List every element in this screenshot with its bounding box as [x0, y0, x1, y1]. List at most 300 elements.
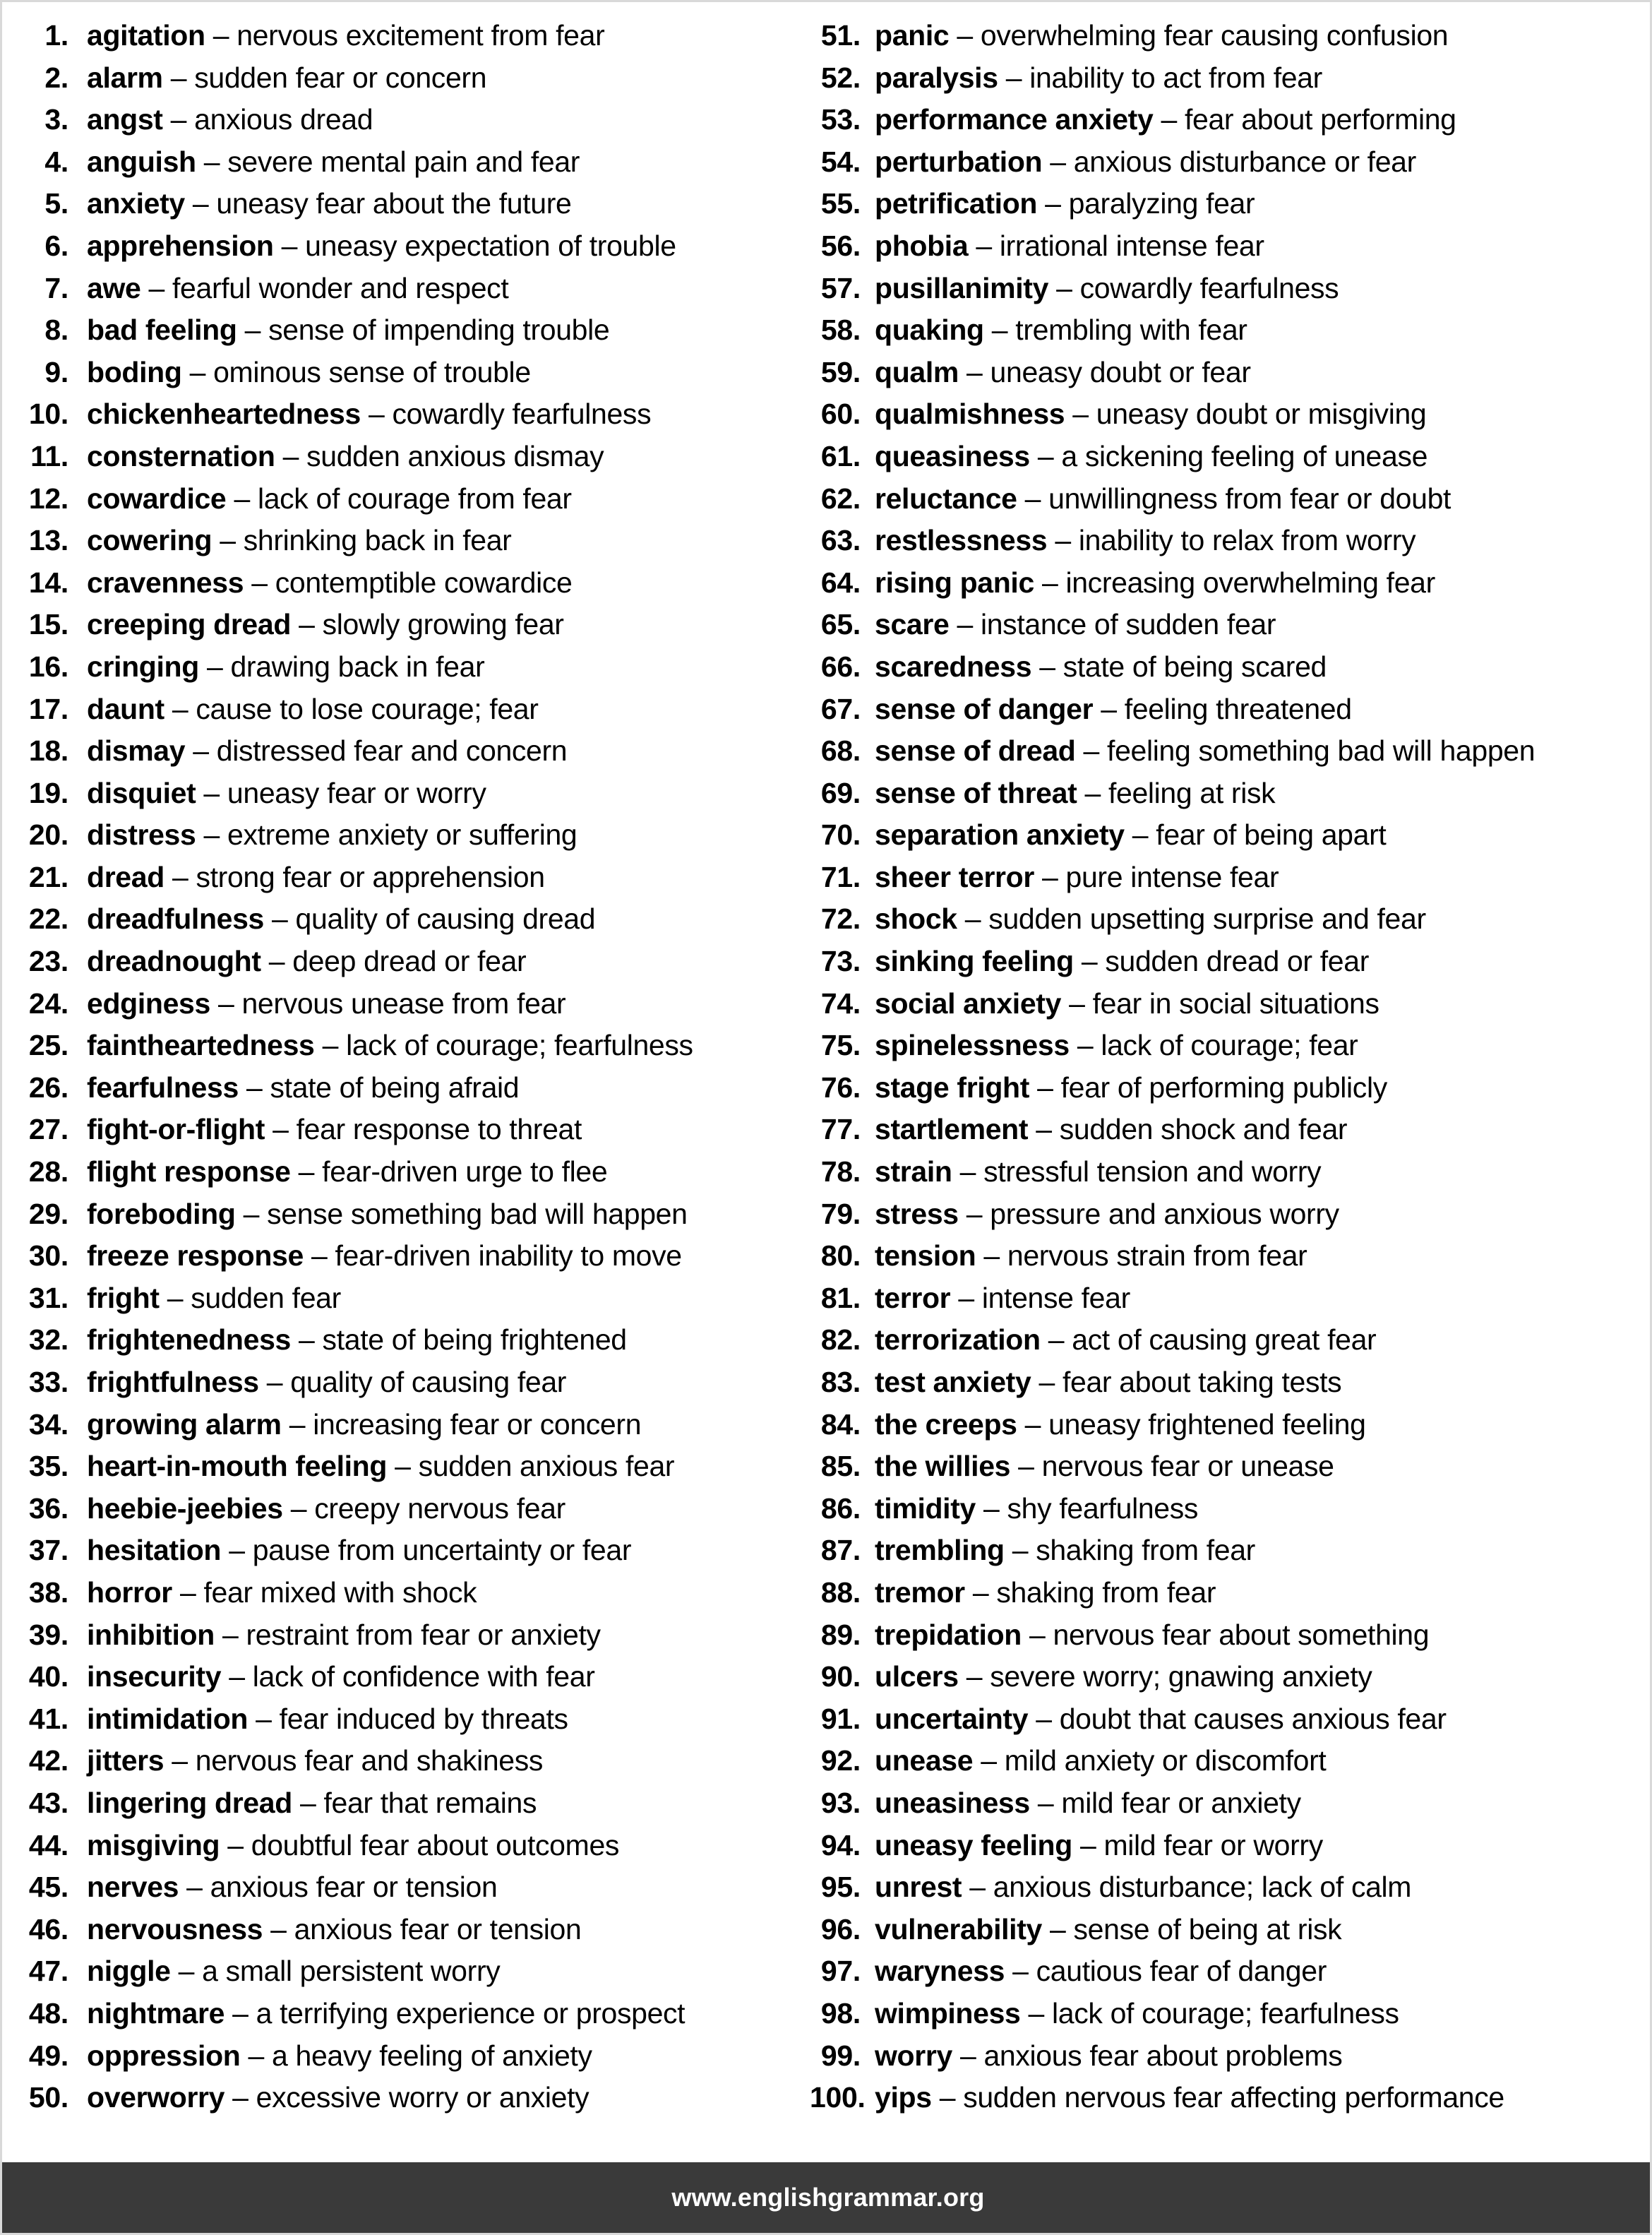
vocabulary-term: tremor	[875, 1575, 965, 1609]
item-body	[875, 1488, 1652, 1530]
separator-dash: –	[1024, 482, 1041, 515]
vocabulary-term: faintheartedness	[87, 1029, 315, 1062]
item-body	[87, 1025, 793, 1067]
item-number: 8.	[44, 314, 68, 347]
vocabulary-definition: doubt that causes anxious fear	[1059, 1702, 1447, 1735]
vocabulary-term: flight response	[87, 1155, 291, 1188]
vocabulary-definition: lack of courage; fear	[1101, 1029, 1358, 1062]
vocabulary-definition: fear of being apart	[1156, 818, 1387, 852]
list-item	[26, 225, 793, 268]
item-number: 3.	[44, 103, 68, 136]
list-item	[26, 898, 793, 941]
list-item	[810, 268, 1652, 310]
vocabulary-definition: lack of confidence with fear	[252, 1660, 595, 1693]
vocabulary-term: daunt	[87, 692, 164, 725]
item-body	[87, 604, 793, 646]
item-body	[875, 1614, 1652, 1657]
item-body	[875, 141, 1652, 184]
vocabulary-definition: nervous unease from fear	[241, 987, 566, 1020]
list-item	[810, 562, 1652, 604]
vocabulary-definition: nervous fear about something	[1053, 1618, 1430, 1651]
item-number: 22.	[28, 902, 68, 936]
vocabulary-definition: doubtful fear about outcomes	[251, 1828, 620, 1861]
item-body	[87, 1909, 793, 1951]
vocabulary-term: qualm	[875, 355, 959, 388]
list-item	[810, 646, 1652, 689]
separator-dash: –	[991, 314, 1008, 347]
vocabulary-definition: severe mental pain and fear	[227, 145, 580, 178]
item-number: 75.	[820, 1029, 861, 1062]
vocabulary-term: social anxiety	[875, 987, 1062, 1020]
list-item	[26, 1277, 793, 1320]
vocabulary-definition: paralyzing fear	[1068, 187, 1255, 220]
item-body	[87, 857, 793, 899]
separator-dash: –	[1081, 945, 1098, 978]
list-item	[26, 393, 793, 436]
item-body	[875, 1572, 1652, 1614]
separator-dash: –	[959, 1155, 976, 1188]
two-column-list	[2, 15, 1652, 2119]
separator-dash: –	[1077, 1029, 1094, 1062]
item-body	[87, 1277, 793, 1320]
vocabulary-definition: nervous excitement from fear	[237, 19, 605, 52]
separator-dash: –	[969, 1871, 986, 1904]
item-body	[87, 1319, 793, 1361]
vocabulary-term: wimpiness	[875, 1996, 1021, 2030]
item-body	[87, 730, 793, 773]
separator-dash: –	[1079, 1828, 1096, 1861]
vocabulary-definition: creepy nervous fear	[314, 1491, 565, 1525]
vocabulary-term: niggle	[87, 1955, 171, 1988]
item-number: 5.	[44, 187, 68, 220]
vocabulary-term: separation anxiety	[875, 818, 1125, 852]
vocabulary-definition: sense of being at risk	[1073, 1912, 1342, 1945]
separator-dash: –	[983, 1491, 1000, 1525]
vocabulary-term: boding	[87, 355, 182, 388]
item-number: 37.	[28, 1534, 68, 1567]
vocabulary-term: misgiving	[87, 1828, 220, 1861]
separator-dash: –	[227, 1828, 244, 1861]
list-item	[810, 1277, 1652, 1320]
vocabulary-term: apprehension	[87, 229, 274, 262]
item-body	[875, 1277, 1652, 1320]
item-number: 98.	[820, 1996, 861, 2030]
vocabulary-definition: irrational intense fear	[999, 229, 1264, 262]
separator-dash: –	[1050, 1912, 1066, 1945]
list-item	[810, 1993, 1652, 2035]
item-body	[875, 1656, 1652, 1698]
item-body	[875, 1151, 1652, 1193]
item-body	[875, 983, 1652, 1025]
list-item	[810, 730, 1652, 773]
list-item	[810, 57, 1652, 100]
item-body	[87, 1193, 793, 1236]
vocabulary-definition: uneasy doubt or fear	[990, 355, 1251, 388]
separator-dash: –	[1018, 1450, 1034, 1483]
list-item	[26, 1530, 793, 1572]
item-number: 39.	[28, 1618, 68, 1651]
item-body	[875, 730, 1652, 773]
item-body	[875, 1825, 1652, 1867]
vocabulary-term: sheer terror	[875, 860, 1034, 893]
vocabulary-definition: fear-driven urge to flee	[322, 1155, 608, 1188]
vocabulary-definition: quality of causing dread	[295, 902, 596, 936]
vocabulary-definition: deep dread or fear	[292, 945, 527, 978]
separator-dash: –	[1045, 187, 1061, 220]
list-item	[26, 183, 793, 225]
list-item	[26, 520, 793, 562]
list-item	[810, 1151, 1652, 1193]
list-item	[810, 1067, 1652, 1109]
item-body	[875, 1950, 1652, 1993]
vocabulary-definition: contemptible cowardice	[275, 566, 573, 599]
separator-dash: –	[299, 1323, 315, 1357]
separator-dash: –	[192, 187, 209, 220]
vocabulary-definition: uneasy expectation of trouble	[305, 229, 676, 262]
list-item	[810, 814, 1652, 857]
separator-dash: –	[172, 692, 188, 725]
vocabulary-definition: cowardly fearfulness	[1079, 271, 1339, 304]
vocabulary-definition: mild fear or worry	[1103, 1828, 1323, 1861]
list-item	[810, 1319, 1652, 1361]
item-body	[875, 562, 1652, 604]
vocabulary-definition: lack of courage from fear	[257, 482, 572, 515]
vocabulary-term: shock	[875, 902, 957, 936]
item-body	[875, 15, 1652, 57]
list-item	[810, 604, 1652, 646]
item-number: 81.	[820, 1281, 861, 1314]
item-body	[87, 898, 793, 941]
list-item	[26, 1193, 793, 1236]
list-item	[26, 1993, 793, 2035]
item-body	[875, 941, 1652, 983]
separator-dash: –	[229, 1660, 245, 1693]
item-body	[875, 773, 1652, 815]
item-number: 53.	[820, 103, 861, 136]
item-body	[875, 1993, 1652, 2035]
list-item	[26, 1656, 793, 1698]
separator-dash: –	[966, 355, 983, 388]
item-number: 99.	[820, 2039, 861, 2072]
vocabulary-definition: increasing overwhelming fear	[1065, 566, 1435, 599]
list-item	[810, 1909, 1652, 1951]
vocabulary-term: frightenedness	[87, 1323, 291, 1357]
vocabulary-term: nervousness	[87, 1912, 263, 1945]
vocabulary-term: alarm	[87, 61, 163, 94]
vocabulary-definition: cowardly fearfulness	[392, 398, 652, 431]
vocabulary-term: fright	[87, 1281, 160, 1314]
separator-dash: –	[290, 1491, 307, 1525]
vocabulary-definition: stressful tension and worry	[983, 1155, 1322, 1188]
separator-dash: –	[957, 608, 973, 641]
vocabulary-term: sense of threat	[875, 776, 1077, 809]
item-number: 69.	[820, 776, 861, 809]
separator-dash: –	[203, 818, 220, 852]
vocabulary-definition: sudden anxious dismay	[306, 439, 604, 472]
vocabulary-term: waryness	[875, 1955, 1005, 1988]
vocabulary-term: performance anxiety	[875, 103, 1154, 136]
item-body	[87, 478, 793, 520]
list-item	[26, 857, 793, 899]
vocabulary-term: pusillanimity	[875, 271, 1049, 304]
vocabulary-definition: a small persistent worry	[202, 1955, 501, 1988]
item-number: 18.	[28, 734, 68, 768]
vocabulary-term: anxiety	[87, 187, 185, 220]
vocabulary-definition: lack of courage; fearfulness	[346, 1029, 693, 1062]
separator-dash: –	[981, 1744, 997, 1777]
vocabulary-term: dreadfulness	[87, 902, 264, 936]
item-body	[87, 1698, 793, 1741]
item-body	[875, 99, 1652, 141]
vocabulary-definition: act of causing great fear	[1072, 1323, 1377, 1357]
vocabulary-term: uneasiness	[875, 1786, 1030, 1819]
item-number: 85.	[820, 1450, 861, 1483]
separator-dash: –	[1029, 1618, 1046, 1651]
item-number: 64.	[820, 566, 861, 599]
vocabulary-term: qualmishness	[875, 398, 1065, 431]
list-item	[26, 941, 793, 983]
item-body	[87, 520, 793, 562]
list-item	[26, 983, 793, 1025]
vocabulary-term: nightmare	[87, 1996, 225, 2030]
item-body	[87, 436, 793, 478]
footer-bar	[2, 2162, 1652, 2233]
separator-dash: –	[1037, 439, 1054, 472]
item-body	[87, 1656, 793, 1698]
list-item	[810, 1782, 1652, 1825]
vocabulary-definition: anxious disturbance or fear	[1073, 145, 1416, 178]
vocabulary-term: edginess	[87, 987, 210, 1020]
list-item	[810, 1530, 1652, 1572]
item-number: 30.	[28, 1239, 68, 1273]
item-number: 76.	[820, 1071, 861, 1104]
item-number: 84.	[820, 1407, 861, 1441]
list-item	[26, 1404, 793, 1446]
vocabulary-definition: pause from uncertainty or fear	[252, 1534, 632, 1567]
list-item	[26, 1572, 793, 1614]
vocabulary-definition: fear induced by threats	[279, 1702, 568, 1735]
separator-dash: –	[213, 19, 229, 52]
item-body	[875, 646, 1652, 689]
item-body	[875, 225, 1652, 268]
vocabulary-term: cowardice	[87, 482, 227, 515]
vocabulary-definition: anxious fear or tension	[294, 1912, 582, 1945]
separator-dash: –	[281, 229, 298, 262]
list-item	[26, 2035, 793, 2078]
list-item	[26, 689, 793, 731]
vocabulary-definition: inability to relax from worry	[1078, 524, 1416, 557]
item-body	[875, 1109, 1652, 1151]
vocabulary-definition: mild fear or anxiety	[1061, 1786, 1301, 1819]
vocabulary-term: frightfulness	[87, 1366, 259, 1398]
list-item	[810, 1235, 1652, 1277]
vocabulary-definition: fear that remains	[323, 1786, 537, 1819]
item-number: 9.	[44, 355, 68, 388]
vocabulary-definition: uneasy doubt or misgiving	[1096, 398, 1427, 431]
item-number: 25.	[28, 1029, 68, 1062]
vocabulary-definition: sudden fear	[191, 1281, 341, 1314]
item-number: 43.	[28, 1786, 68, 1819]
list-item	[26, 478, 793, 520]
item-number: 90.	[820, 1660, 861, 1693]
item-number: 23.	[28, 945, 68, 978]
item-body	[87, 983, 793, 1025]
list-item	[26, 268, 793, 310]
item-number: 36.	[28, 1491, 68, 1525]
item-body	[875, 1067, 1652, 1109]
vocabulary-term: dreadnought	[87, 945, 261, 978]
separator-dash: –	[289, 1407, 306, 1441]
item-body	[875, 1361, 1652, 1404]
separator-dash: –	[232, 1996, 249, 2030]
item-number: 31.	[28, 1281, 68, 1314]
vocabulary-term: queasiness	[875, 439, 1030, 472]
list-item	[810, 1656, 1652, 1698]
item-number: 35.	[28, 1450, 68, 1483]
vocabulary-term: terrorization	[875, 1323, 1041, 1357]
vocabulary-definition: ominous sense of trouble	[213, 355, 531, 388]
item-body	[87, 689, 793, 731]
list-item	[810, 1614, 1652, 1657]
vocabulary-definition: severe worry; gnawing anxiety	[990, 1660, 1372, 1693]
item-body	[875, 1530, 1652, 1572]
item-number: 70.	[820, 818, 861, 852]
list-item	[810, 1025, 1652, 1067]
vocabulary-definition: pressure and anxious worry	[990, 1197, 1339, 1230]
item-body	[875, 1782, 1652, 1825]
vocabulary-definition: a sickening feeling of unease	[1061, 439, 1428, 472]
vocabulary-term: dread	[87, 860, 164, 893]
item-number: 89.	[820, 1618, 861, 1651]
item-number: 57.	[820, 271, 861, 304]
item-body	[87, 352, 793, 394]
vocabulary-definition: anxious fear or tension	[210, 1871, 498, 1904]
item-number: 97.	[820, 1955, 861, 1988]
separator-dash: –	[1069, 987, 1085, 1020]
vocabulary-definition: fear-driven inability to move	[335, 1239, 682, 1273]
vocabulary-term: cowering	[87, 524, 213, 557]
item-body	[875, 268, 1652, 310]
vocabulary-term: foreboding	[87, 1197, 236, 1230]
list-item	[810, 99, 1652, 141]
item-number: 34.	[28, 1407, 68, 1441]
item-number: 66.	[820, 650, 861, 683]
list-item	[26, 1151, 793, 1193]
item-body	[875, 436, 1652, 478]
item-body	[87, 1825, 793, 1867]
item-body	[875, 604, 1652, 646]
list-item	[26, 646, 793, 689]
separator-dash: –	[217, 987, 234, 1020]
vocabulary-term: sense of dread	[875, 734, 1076, 768]
item-body	[87, 393, 793, 436]
vocabulary-definition: anxious fear about problems	[983, 2039, 1343, 2072]
list-item	[26, 15, 793, 57]
item-number: 58.	[820, 314, 861, 347]
vocabulary-term: scare	[875, 608, 950, 641]
separator-dash: –	[189, 355, 206, 388]
item-body	[87, 562, 793, 604]
item-body	[87, 1446, 793, 1488]
item-body	[87, 1488, 793, 1530]
item-body	[87, 1993, 793, 2035]
item-body	[875, 1909, 1652, 1951]
vocabulary-term: chickenheartedness	[87, 398, 361, 431]
list-item	[26, 1109, 793, 1151]
item-body	[875, 814, 1652, 857]
vocabulary-definition: instance of sudden fear	[980, 608, 1276, 641]
item-number: 19.	[28, 776, 68, 809]
separator-dash: –	[282, 439, 299, 472]
item-body	[87, 1067, 793, 1109]
item-number: 83.	[820, 1366, 861, 1398]
item-body	[87, 141, 793, 184]
list-item	[26, 1488, 793, 1530]
item-number: 63.	[820, 524, 861, 557]
item-body	[87, 1614, 793, 1657]
separator-dash: –	[1042, 860, 1058, 893]
vocabulary-definition: sense of impending trouble	[268, 314, 610, 347]
separator-dash: –	[322, 1029, 339, 1062]
item-body	[875, 1193, 1652, 1236]
separator-dash: –	[1132, 818, 1149, 852]
separator-dash: –	[369, 398, 385, 431]
item-body	[87, 1235, 793, 1277]
vocabulary-term: sinking feeling	[875, 945, 1074, 978]
vocabulary-definition: uneasy frightened feeling	[1048, 1407, 1366, 1441]
item-number: 28.	[28, 1155, 68, 1188]
vocabulary-term: scaredness	[875, 650, 1032, 683]
vocabulary-definition: excessive worry or anxiety	[256, 2081, 589, 2114]
right-column-list	[793, 15, 1652, 2119]
vocabulary-term: tension	[875, 1239, 976, 1273]
vocabulary-definition: a terrifying experience or prospect	[256, 1996, 686, 2030]
vocabulary-definition: feeling something bad will happen	[1107, 734, 1536, 768]
separator-dash: –	[939, 2081, 956, 2114]
item-number: 40.	[28, 1660, 68, 1693]
item-body	[875, 478, 1652, 520]
item-body	[87, 268, 793, 310]
separator-dash: –	[1101, 692, 1117, 725]
vocabulary-definition: cautious fear of danger	[1036, 1955, 1327, 1988]
item-number: 7.	[44, 271, 68, 304]
item-body	[87, 1109, 793, 1151]
list-item	[26, 1782, 793, 1825]
item-number: 10.	[28, 398, 68, 431]
item-number: 48.	[28, 1996, 68, 2030]
vocabulary-definition: fear response to threat	[296, 1113, 582, 1146]
list-item	[810, 1866, 1652, 1909]
separator-dash: –	[1028, 1996, 1044, 2030]
separator-dash: –	[1037, 1071, 1053, 1104]
vocabulary-term: consternation	[87, 439, 275, 472]
item-number: 74.	[820, 987, 861, 1020]
vocabulary-term: unease	[875, 1744, 974, 1777]
item-body	[875, 309, 1652, 352]
separator-dash: –	[148, 271, 164, 304]
vocabulary-definition: pure intense fear	[1065, 860, 1279, 893]
vocabulary-definition: uneasy fear about the future	[216, 187, 572, 220]
list-item	[26, 773, 793, 815]
separator-dash: –	[1037, 1786, 1054, 1819]
item-number: 77.	[820, 1113, 861, 1146]
item-number: 52.	[820, 61, 861, 94]
vocabulary-term: angst	[87, 103, 163, 136]
vocabulary-definition: fear in social situations	[1092, 987, 1379, 1020]
vocabulary-term: rising panic	[875, 566, 1034, 599]
list-item	[26, 99, 793, 141]
list-item	[26, 1319, 793, 1361]
